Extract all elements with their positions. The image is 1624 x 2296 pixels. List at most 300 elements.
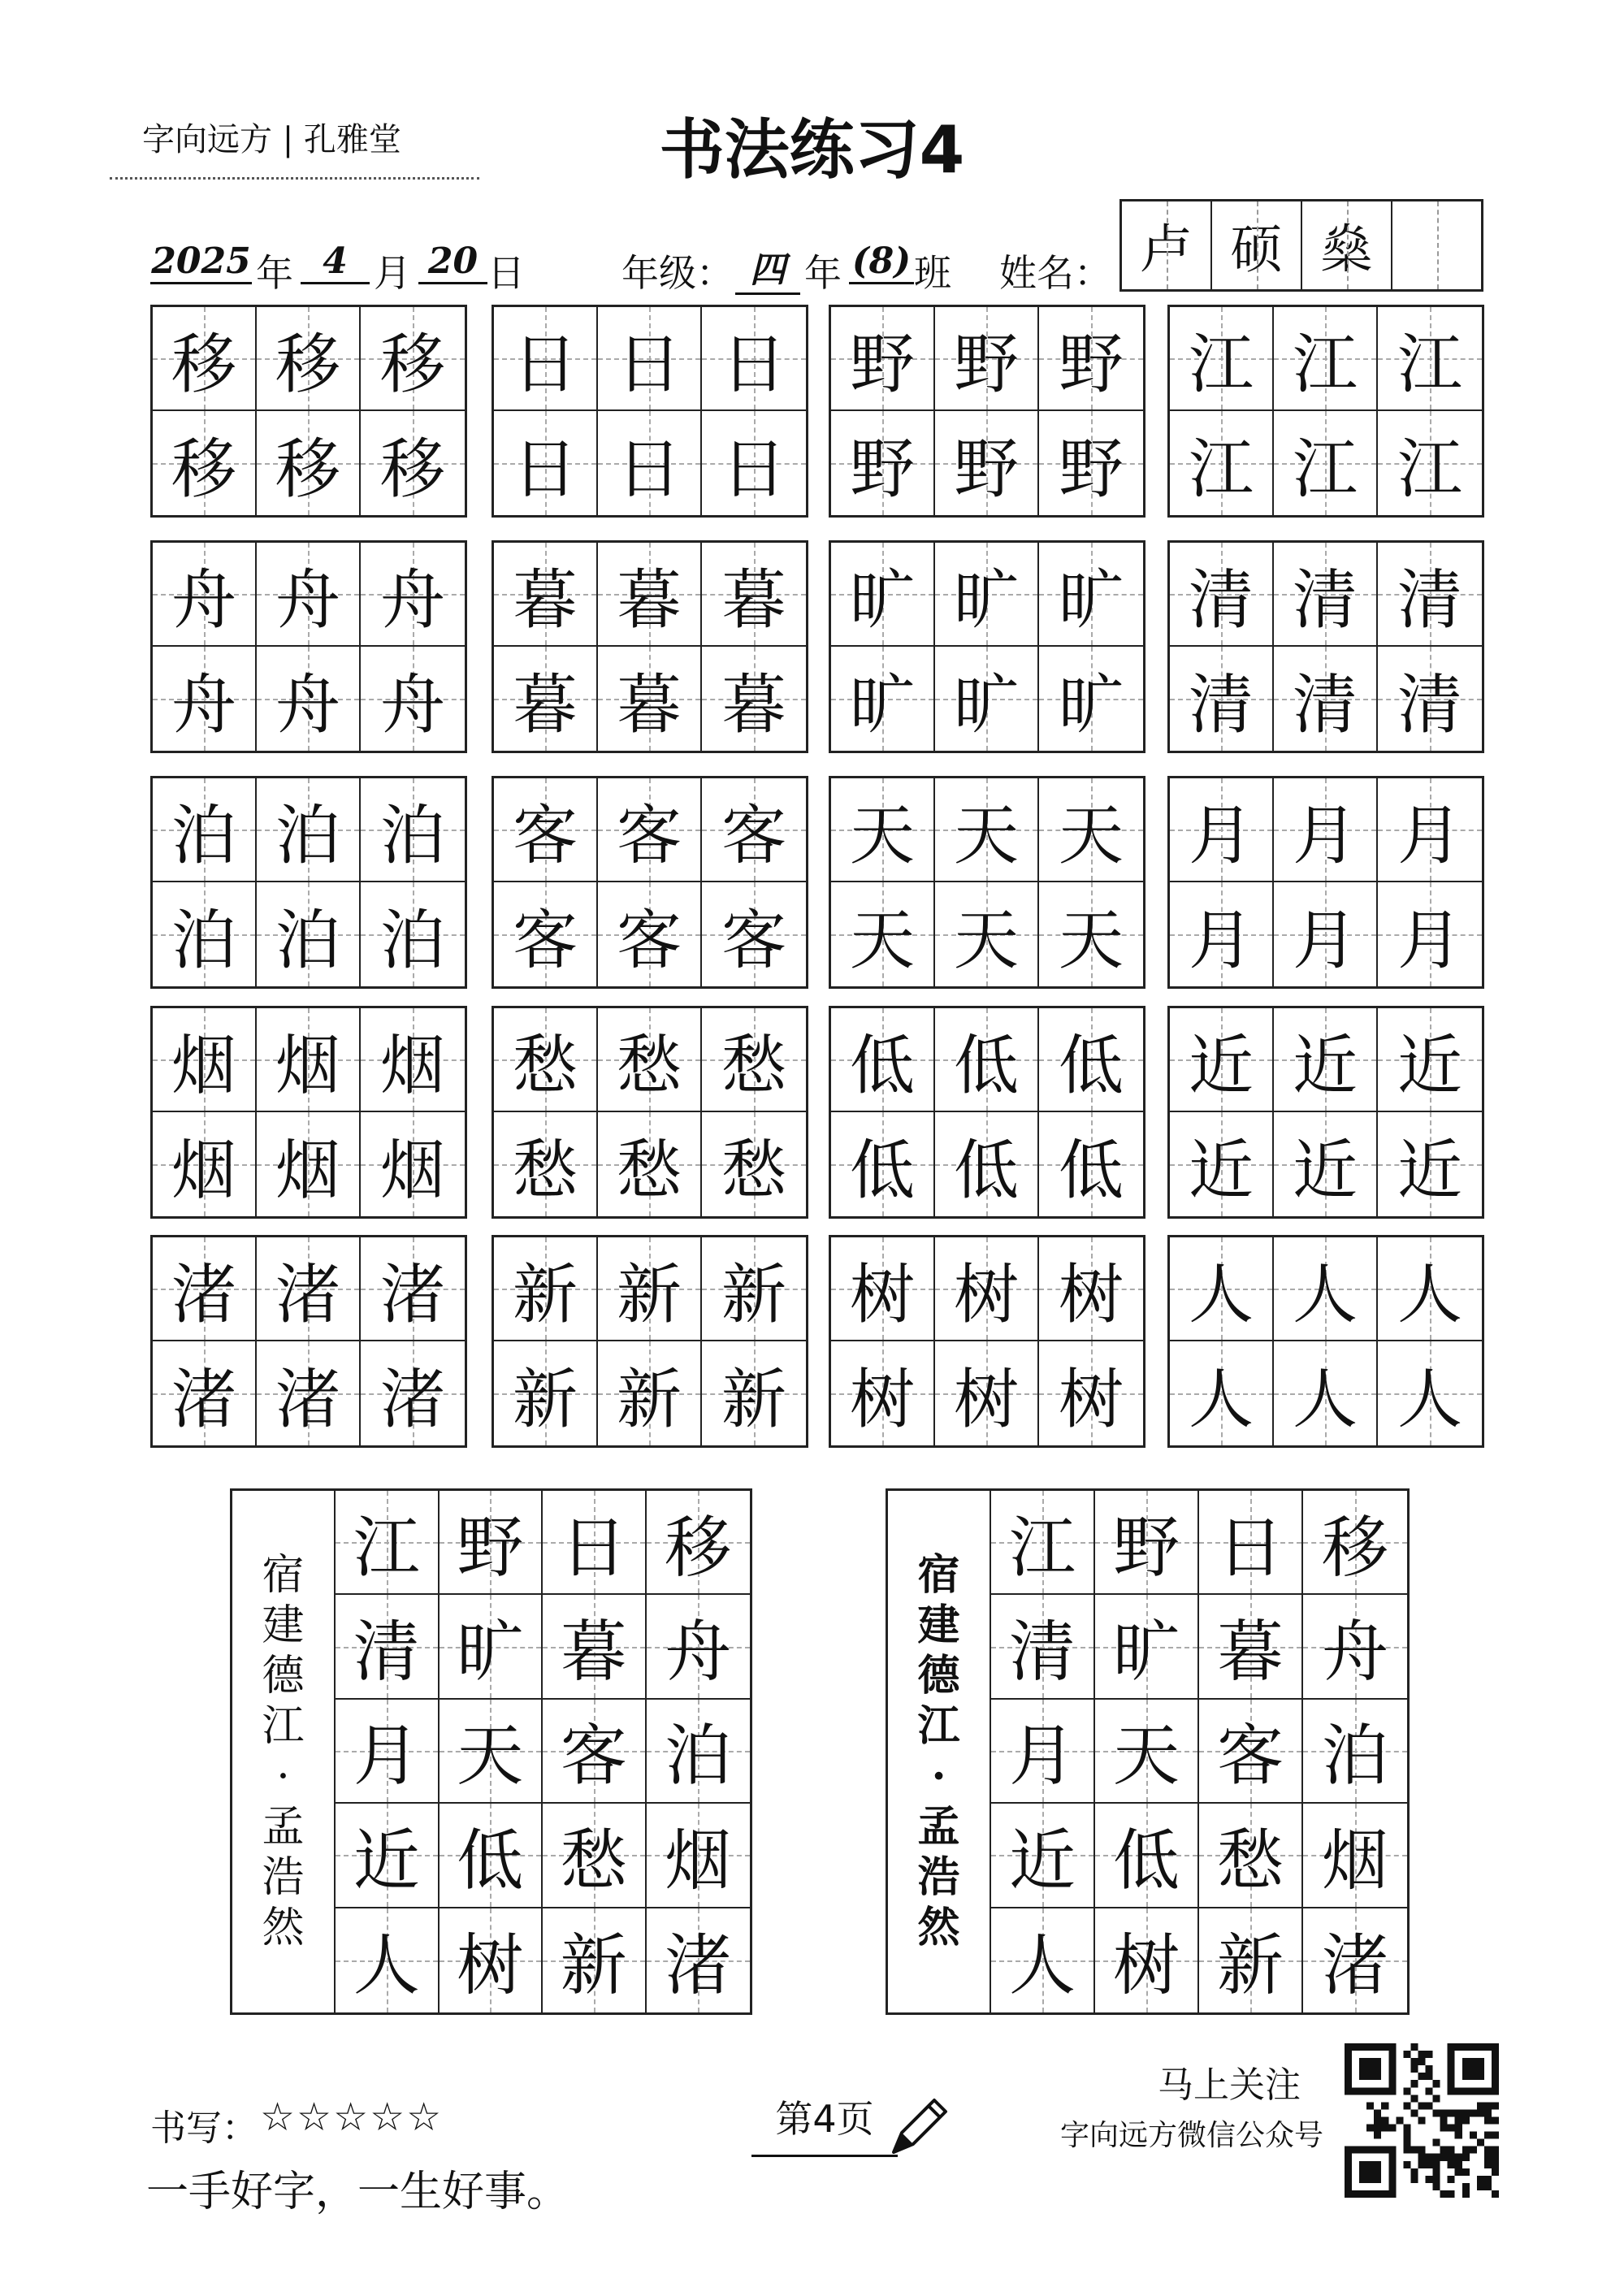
poem-grid-right — [886, 1488, 1410, 2015]
practice-cell — [153, 307, 257, 411]
practice-char: 移 — [380, 431, 445, 507]
date-day: 20 — [418, 240, 487, 284]
poem-char: 近 — [353, 1822, 420, 1900]
poem-cells — [991, 1491, 1407, 2012]
practice-cell — [1039, 647, 1143, 751]
practice-cell — [702, 1112, 806, 1216]
poem-cell — [336, 1595, 440, 1699]
practice-char: 天 — [1059, 902, 1124, 978]
practice-cell — [598, 1341, 702, 1445]
practice-cell — [361, 1112, 465, 1216]
practice-block — [1167, 540, 1484, 753]
practice-cell — [702, 307, 806, 411]
practice-cell — [361, 411, 465, 515]
poem-char: 江 — [1008, 1509, 1076, 1587]
practice-cell — [361, 1237, 465, 1341]
practice-char: 烟 — [275, 1132, 340, 1208]
poem-char: 天 — [457, 1718, 524, 1796]
practice-cell — [1170, 1008, 1274, 1112]
poem-char: 新 — [560, 1927, 627, 2005]
poem-cell — [991, 1491, 1095, 1595]
poem-char: 江 — [353, 1509, 420, 1587]
practice-char: 渚 — [275, 1361, 340, 1437]
practice-cell — [257, 778, 361, 882]
poem-char: 人 — [1008, 1927, 1076, 2005]
practice-cell — [831, 411, 935, 515]
practice-cell — [598, 543, 702, 647]
practice-cell — [257, 543, 361, 647]
practice-char: 日 — [513, 431, 578, 507]
practice-char: 旷 — [1059, 561, 1124, 638]
practice-cell — [153, 1237, 257, 1341]
practice-cell — [1170, 1112, 1274, 1216]
practice-cell — [257, 1008, 361, 1112]
practice-cell — [702, 411, 806, 515]
practice-char: 新 — [513, 1256, 578, 1332]
poem-cell — [336, 1491, 440, 1595]
pen-icon — [884, 2092, 954, 2162]
attribution-char: 建 — [262, 1601, 305, 1650]
practice-block — [150, 540, 467, 753]
practice-cell — [935, 307, 1039, 411]
practice-block — [1167, 1006, 1484, 1219]
practice-char: 客 — [513, 797, 578, 873]
practice-cell — [361, 647, 465, 751]
poem-char: 愁 — [560, 1822, 627, 1900]
practice-cell — [1039, 307, 1143, 411]
attribution-char: 然 — [917, 1903, 960, 1952]
practice-block — [150, 1235, 467, 1448]
practice-block — [492, 776, 808, 989]
practice-char: 暮 — [513, 561, 578, 638]
practice-char: 新 — [617, 1361, 682, 1437]
practice-cell — [494, 307, 598, 411]
poem-cell — [1199, 1804, 1303, 1908]
practice-cell — [1039, 1341, 1143, 1445]
name-char: 卢 — [1122, 201, 1212, 289]
practice-cell — [257, 882, 361, 986]
practice-char: 新 — [721, 1361, 786, 1437]
poem-attribution — [888, 1491, 991, 2012]
poem-char: 月 — [1008, 1718, 1076, 1796]
poem-cell — [991, 1804, 1095, 1908]
poem-char: 泊 — [1321, 1718, 1388, 1796]
practice-cell — [1378, 882, 1482, 986]
attribution-char: 德 — [917, 1651, 960, 1700]
practice-char: 清 — [1397, 666, 1462, 743]
poem-char: 树 — [1112, 1927, 1180, 2005]
practice-char: 移 — [275, 431, 340, 507]
practice-char: 人 — [1397, 1256, 1462, 1332]
poem-char: 舟 — [665, 1614, 732, 1692]
practice-cell — [494, 647, 598, 751]
poem-cell — [647, 1491, 751, 1595]
practice-cell — [598, 647, 702, 751]
practice-block — [829, 776, 1145, 989]
poem-cell — [1199, 1595, 1303, 1699]
practice-char: 月 — [1293, 797, 1358, 873]
poem-cell — [1095, 1491, 1199, 1595]
practice-char: 月 — [1189, 797, 1254, 873]
poem-cell — [1303, 1491, 1407, 1595]
practice-char: 近 — [1293, 1132, 1358, 1208]
practice-cell — [1274, 778, 1378, 882]
practice-char: 客 — [617, 902, 682, 978]
practice-char: 暮 — [721, 561, 786, 638]
poem-cell — [1303, 1595, 1407, 1699]
practice-block — [829, 305, 1145, 518]
practice-char: 渚 — [275, 1256, 340, 1332]
practice-block — [1167, 776, 1484, 989]
poem-cell — [336, 1700, 440, 1804]
poem-cell — [336, 1908, 440, 2012]
practice-cell — [1274, 543, 1378, 647]
practice-char: 移 — [171, 431, 236, 507]
poem-cell — [543, 1908, 647, 2012]
practice-char: 客 — [721, 797, 786, 873]
poem-cell — [440, 1491, 543, 1595]
attribution-char: 德 — [262, 1652, 305, 1700]
practice-cell — [494, 1237, 598, 1341]
attribution-char: 孟 — [262, 1803, 305, 1852]
poem-char: 旷 — [1112, 1614, 1180, 1692]
practice-char: 渚 — [171, 1361, 236, 1437]
practice-cell — [1170, 882, 1274, 986]
practice-cell — [1378, 778, 1482, 882]
practice-char: 天 — [954, 797, 1019, 873]
practice-cell — [361, 778, 465, 882]
poem-char: 新 — [1216, 1927, 1284, 2005]
practice-cell — [831, 778, 935, 882]
poem-cell — [440, 1804, 543, 1908]
poem-char: 客 — [560, 1718, 627, 1796]
practice-char: 日 — [513, 326, 578, 402]
attribution-char: 孟 — [917, 1802, 960, 1852]
poem-char: 月 — [353, 1718, 420, 1796]
practice-char: 天 — [1059, 797, 1124, 873]
practice-char: 烟 — [380, 1027, 445, 1103]
practice-char: 人 — [1293, 1256, 1358, 1332]
practice-block — [150, 305, 467, 518]
practice-char: 移 — [171, 326, 236, 402]
practice-char: 树 — [1059, 1256, 1124, 1332]
practice-cell — [1039, 1237, 1143, 1341]
practice-cell — [935, 882, 1039, 986]
practice-cell — [257, 411, 361, 515]
practice-char: 清 — [1293, 666, 1358, 743]
practice-char: 低 — [850, 1027, 915, 1103]
practice-char: 天 — [850, 797, 915, 873]
practice-cell — [1274, 1237, 1378, 1341]
practice-char: 月 — [1397, 902, 1462, 978]
practice-char: 人 — [1397, 1361, 1462, 1437]
practice-char: 旷 — [954, 561, 1019, 638]
practice-char: 舟 — [171, 561, 236, 638]
practice-char: 人 — [1189, 1256, 1254, 1332]
practice-char: 天 — [954, 902, 1019, 978]
practice-char: 渚 — [171, 1256, 236, 1332]
practice-char: 舟 — [380, 561, 445, 638]
practice-char: 江 — [1397, 431, 1462, 507]
practice-cell — [257, 647, 361, 751]
practice-cell — [494, 1008, 598, 1112]
practice-char: 野 — [954, 326, 1019, 402]
practice-char: 近 — [1189, 1027, 1254, 1103]
poem-char: 暮 — [1216, 1614, 1284, 1692]
poem-cell — [1199, 1491, 1303, 1595]
poem-char: 渚 — [1321, 1927, 1388, 2005]
practice-block — [492, 305, 808, 518]
practice-cell — [257, 1341, 361, 1445]
date-year-unit: 年 — [256, 251, 293, 295]
practice-char: 新 — [617, 1256, 682, 1332]
practice-char: 新 — [513, 1361, 578, 1437]
practice-block — [150, 776, 467, 989]
practice-char: 天 — [850, 902, 915, 978]
practice-block — [1167, 305, 1484, 518]
practice-char: 泊 — [171, 797, 236, 873]
poem-char: 烟 — [1321, 1822, 1388, 1900]
practice-block — [492, 1235, 808, 1448]
poem-char: 旷 — [457, 1614, 524, 1692]
poem-char: 愁 — [1216, 1822, 1284, 1900]
poem-char: 暮 — [560, 1614, 627, 1692]
practice-cell — [1039, 882, 1143, 986]
poem-char: 渚 — [665, 1927, 732, 2005]
attribution-char: 江 — [917, 1701, 960, 1751]
practice-cell — [935, 1237, 1039, 1341]
practice-char: 烟 — [171, 1027, 236, 1103]
practice-cell — [153, 778, 257, 882]
practice-char: 舟 — [275, 666, 340, 743]
practice-block — [1167, 1235, 1484, 1448]
practice-char: 客 — [721, 902, 786, 978]
practice-char: 客 — [617, 797, 682, 873]
practice-char: 低 — [850, 1132, 915, 1208]
attribution-char: 宿 — [262, 1551, 305, 1600]
practice-char: 树 — [850, 1256, 915, 1332]
practice-char: 日 — [617, 431, 682, 507]
poem-cell — [440, 1908, 543, 2012]
follow-label: 马上关注 — [1158, 2064, 1301, 2106]
practice-cell — [1170, 778, 1274, 882]
brand-logo: 字向远方 | 孔雅堂 — [142, 121, 401, 158]
practice-cell — [702, 778, 806, 882]
practice-cell — [1378, 1341, 1482, 1445]
practice-char: 月 — [1293, 902, 1358, 978]
grade-label: 年级： — [621, 251, 734, 295]
practice-cell — [598, 1112, 702, 1216]
account-label: 字向远方微信公众号 — [1060, 2119, 1324, 2152]
practice-cell — [153, 1112, 257, 1216]
practice-char: 近 — [1293, 1027, 1358, 1103]
poem-cell — [543, 1595, 647, 1699]
poem-cell — [336, 1804, 440, 1908]
practice-char: 月 — [1397, 797, 1462, 873]
poem-cell — [543, 1700, 647, 1804]
practice-cell — [598, 411, 702, 515]
poem-cells — [336, 1491, 750, 2012]
practice-cell — [598, 778, 702, 882]
poem-cell — [991, 1595, 1095, 1699]
poem-char: 烟 — [665, 1822, 732, 1900]
practice-cell — [1378, 1008, 1482, 1112]
poem-cell — [647, 1908, 751, 2012]
practice-cell — [598, 1237, 702, 1341]
practice-char: 旷 — [850, 561, 915, 638]
practice-char: 树 — [1059, 1361, 1124, 1437]
practice-cell — [935, 647, 1039, 751]
practice-char: 野 — [1059, 326, 1124, 402]
writing-label: 书写： — [150, 2108, 258, 2149]
practice-char: 日 — [721, 431, 786, 507]
practice-cell — [257, 1112, 361, 1216]
practice-char: 低 — [1059, 1132, 1124, 1208]
practice-cell — [702, 543, 806, 647]
practice-char: 暮 — [617, 666, 682, 743]
practice-cell — [935, 778, 1039, 882]
practice-char: 烟 — [380, 1132, 445, 1208]
practice-char: 烟 — [171, 1132, 236, 1208]
practice-char: 近 — [1189, 1132, 1254, 1208]
practice-cell — [702, 1341, 806, 1445]
practice-cell — [831, 1237, 935, 1341]
practice-char: 泊 — [380, 902, 445, 978]
practice-cell — [1378, 1237, 1482, 1341]
poem-cell — [440, 1595, 543, 1699]
practice-cell — [494, 778, 598, 882]
practice-cell — [831, 307, 935, 411]
practice-char: 近 — [1397, 1132, 1462, 1208]
practice-cell — [494, 1112, 598, 1216]
practice-char: 低 — [954, 1132, 1019, 1208]
practice-char: 渚 — [380, 1256, 445, 1332]
practice-block — [492, 540, 808, 753]
poem-cell — [1303, 1804, 1407, 1908]
practice-cell — [1274, 882, 1378, 986]
poem-cell — [647, 1595, 751, 1699]
practice-char: 月 — [1189, 902, 1254, 978]
practice-cell — [153, 1341, 257, 1445]
practice-char: 舟 — [275, 561, 340, 638]
poem-cell — [1199, 1908, 1303, 2012]
practice-cell — [361, 543, 465, 647]
grade-value: 四 — [735, 240, 800, 295]
practice-cell — [153, 411, 257, 515]
practice-cell — [1274, 1008, 1378, 1112]
poem-char: 清 — [1008, 1614, 1076, 1692]
practice-cell — [598, 307, 702, 411]
practice-char: 泊 — [275, 797, 340, 873]
poem-cell — [1095, 1804, 1199, 1908]
practice-cell — [361, 307, 465, 411]
practice-char: 低 — [1059, 1027, 1124, 1103]
practice-cell — [935, 1008, 1039, 1112]
attribution-char: 江 — [262, 1702, 305, 1751]
practice-char: 舟 — [171, 666, 236, 743]
practice-cell — [1039, 778, 1143, 882]
practice-char: 江 — [1189, 431, 1254, 507]
practice-char: 人 — [1293, 1361, 1358, 1437]
practice-char: 愁 — [513, 1027, 578, 1103]
practice-cell — [598, 882, 702, 986]
practice-char: 旷 — [1059, 666, 1124, 743]
poem-attribution — [232, 1491, 336, 2012]
practice-cell — [153, 543, 257, 647]
practice-cell — [153, 647, 257, 751]
practice-char: 清 — [1189, 561, 1254, 638]
practice-cell — [1170, 1341, 1274, 1445]
motto: 一手好字，一生好事。 — [146, 2168, 569, 2216]
practice-char: 树 — [850, 1361, 915, 1437]
attribution-char: 浩 — [262, 1853, 305, 1902]
poem-cell — [1303, 1700, 1407, 1804]
class-value: (8) — [849, 240, 914, 284]
practice-cell — [1274, 647, 1378, 751]
practice-char: 清 — [1397, 561, 1462, 638]
practice-cell — [257, 307, 361, 411]
practice-char: 烟 — [275, 1027, 340, 1103]
practice-cell — [702, 647, 806, 751]
practice-char: 泊 — [275, 902, 340, 978]
practice-cell — [257, 1237, 361, 1341]
practice-char: 清 — [1189, 666, 1254, 743]
page-title: 书法练习4 — [659, 112, 965, 188]
attribution-char: 然 — [262, 1904, 305, 1952]
practice-cell — [494, 411, 598, 515]
poem-cell — [440, 1700, 543, 1804]
practice-char: 清 — [1293, 561, 1358, 638]
practice-char: 日 — [721, 326, 786, 402]
practice-cell — [935, 411, 1039, 515]
practice-char: 移 — [275, 326, 340, 402]
name-box — [1119, 199, 1483, 292]
date-month-unit: 月 — [374, 251, 411, 295]
practice-cell — [831, 647, 935, 751]
practice-char: 野 — [954, 431, 1019, 507]
poem-char: 野 — [1112, 1509, 1180, 1587]
practice-char: 树 — [954, 1256, 1019, 1332]
name-char: 硕 — [1212, 201, 1302, 289]
practice-cell — [494, 543, 598, 647]
practice-cell — [1170, 411, 1274, 515]
practice-cell — [1274, 1112, 1378, 1216]
attribution-char: · — [931, 1752, 946, 1801]
practice-cell — [1039, 1008, 1143, 1112]
poem-cell — [647, 1700, 751, 1804]
practice-cell — [361, 1008, 465, 1112]
practice-char: 暮 — [617, 561, 682, 638]
poem-char: 客 — [1216, 1718, 1284, 1796]
practice-char: 江 — [1293, 431, 1358, 507]
practice-char: 泊 — [380, 797, 445, 873]
practice-cell — [153, 882, 257, 986]
practice-cell — [1378, 411, 1482, 515]
practice-cell — [831, 1341, 935, 1445]
grade-unit: 年 — [804, 251, 842, 295]
date-month: 4 — [301, 240, 370, 284]
practice-cell — [598, 1008, 702, 1112]
practice-char: 渚 — [380, 1361, 445, 1437]
practice-char: 江 — [1397, 326, 1462, 402]
practice-cell — [1274, 411, 1378, 515]
poem-grid-left — [230, 1488, 752, 2015]
practice-cell — [1274, 1341, 1378, 1445]
practice-cell — [1039, 1112, 1143, 1216]
practice-cell — [361, 882, 465, 986]
poem-char: 人 — [353, 1927, 420, 2005]
practice-cell — [935, 1341, 1039, 1445]
